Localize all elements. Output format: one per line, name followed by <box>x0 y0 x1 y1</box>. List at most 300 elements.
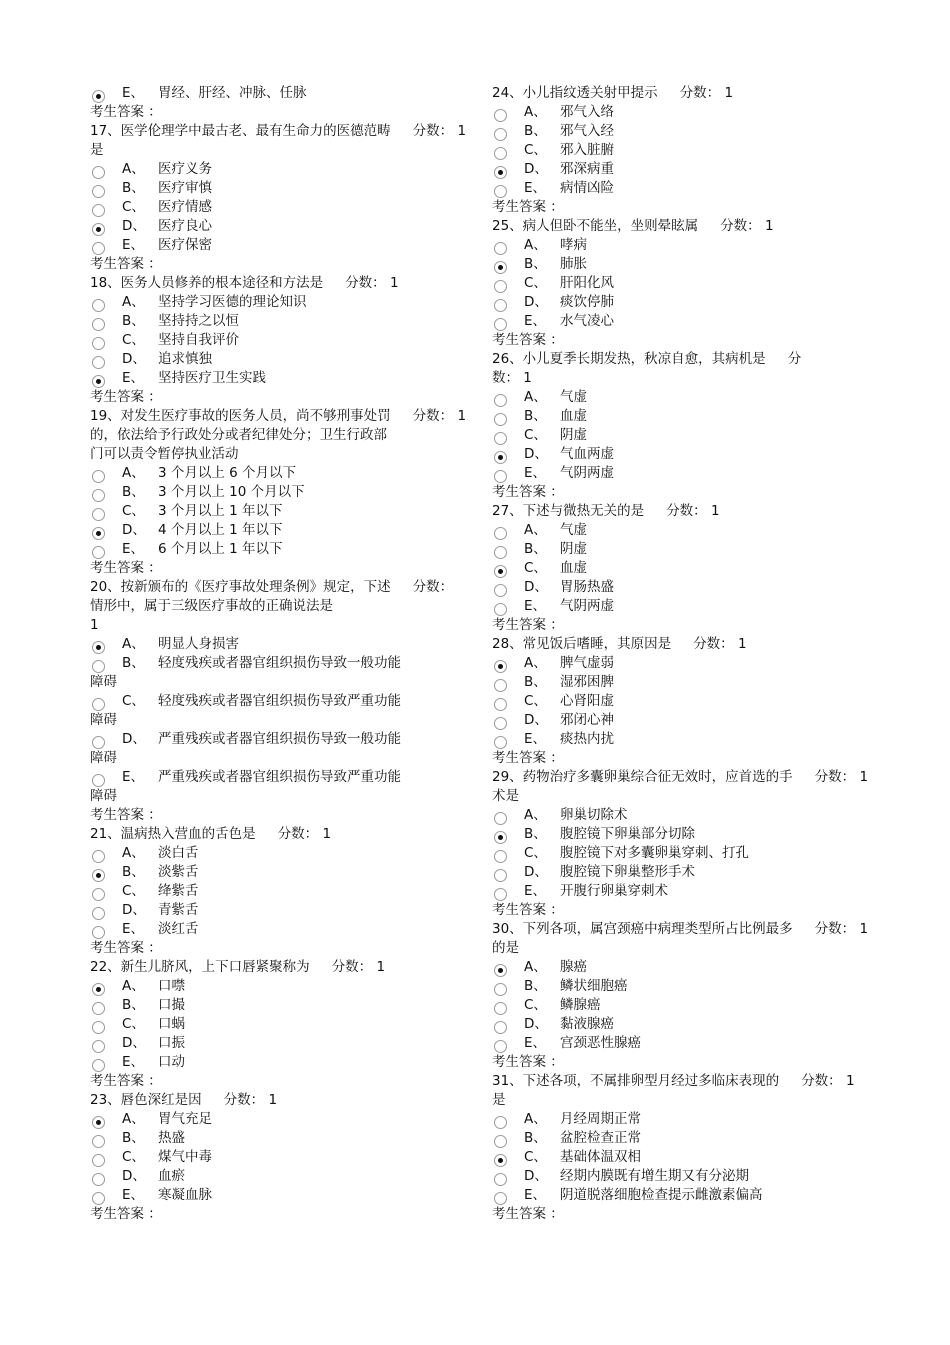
answer-option[interactable] <box>492 863 862 882</box>
radio-button[interactable] <box>494 261 507 274</box>
radio-button[interactable] <box>494 1040 507 1053</box>
answer-option[interactable] <box>90 540 450 559</box>
option-letter: C、 <box>122 503 145 519</box>
question-stem-text: 23、唇色深红是因 <box>90 1092 202 1108</box>
option-letter: E、 <box>122 769 145 785</box>
answer-option[interactable] <box>90 730 450 749</box>
option-text: 痰热内扰 <box>560 731 614 747</box>
answer-option[interactable] <box>492 559 862 578</box>
option-text: 医疗审慎 <box>158 180 212 196</box>
option-text: 3 个月以上 6 个月以下 <box>158 465 297 481</box>
answer-option[interactable] <box>492 673 862 692</box>
radio-button[interactable] <box>92 470 105 483</box>
radio-button[interactable] <box>494 812 507 825</box>
option-text: 腹腔镜下卵巢整形手术 <box>560 864 695 880</box>
option-letter: A、 <box>122 465 145 481</box>
option-letter: B、 <box>524 1130 547 1146</box>
question-stem <box>492 217 862 236</box>
answer-option[interactable] <box>492 1167 862 1186</box>
radio-button[interactable] <box>92 356 105 369</box>
question-score: 分数： 1 <box>223 1092 278 1108</box>
option-text: 3 个月以上 10 个月以下 <box>158 484 305 500</box>
answer-option[interactable] <box>492 958 862 977</box>
answer-option[interactable] <box>492 692 862 711</box>
option-letter: A、 <box>122 1111 145 1127</box>
option-letter: B、 <box>524 408 547 424</box>
answer-option[interactable] <box>492 426 862 445</box>
question-stem-text: 数： 1 <box>492 370 532 386</box>
radio-button[interactable] <box>494 1021 507 1034</box>
radio-button[interactable] <box>92 1021 105 1034</box>
option-text: 坚持持之以恒 <box>158 313 239 329</box>
radio-button[interactable] <box>92 90 105 103</box>
radio-button[interactable] <box>494 451 507 464</box>
answer-option[interactable] <box>492 996 862 1015</box>
option-letter: D、 <box>524 864 548 880</box>
answer-option[interactable] <box>90 768 450 787</box>
radio-button[interactable] <box>494 736 507 749</box>
option-text: 腹腔镜下对多囊卵巢穿刺、打孔 <box>560 845 749 861</box>
answer-option[interactable] <box>492 540 862 559</box>
radio-button[interactable] <box>494 603 507 616</box>
radio-button[interactable] <box>494 660 507 673</box>
question-stem <box>492 369 862 388</box>
question-score: 分数： 1 <box>277 826 332 842</box>
answer-option[interactable] <box>90 654 450 673</box>
option-text: 绛紫舌 <box>158 883 199 899</box>
option-letter: A、 <box>122 978 145 994</box>
answer-option[interactable] <box>492 312 862 331</box>
option-list <box>492 388 862 483</box>
examinee-answer-label: 考生答案 ： <box>90 560 162 576</box>
option-text: 盆腔检查正常 <box>560 1130 641 1146</box>
radio-button[interactable] <box>494 1173 507 1186</box>
option-letter: D、 <box>122 218 146 234</box>
option-letter: A、 <box>524 1111 547 1127</box>
answer-option[interactable] <box>492 1034 862 1053</box>
examinee-answer-label: 考生答案 ： <box>90 104 162 120</box>
option-list <box>492 958 862 1053</box>
question-block <box>90 825 450 958</box>
radio-button[interactable] <box>494 185 507 198</box>
radio-button[interactable] <box>92 1116 105 1129</box>
radio-button[interactable] <box>494 470 507 483</box>
answer-option[interactable] <box>90 1167 450 1186</box>
answer-option[interactable] <box>492 293 862 312</box>
option-letter: B、 <box>122 997 145 1013</box>
answer-option[interactable] <box>492 464 862 483</box>
option-text: 胃气充足 <box>158 1111 212 1127</box>
option-text: 基础体温双相 <box>560 1149 641 1165</box>
answer-option[interactable] <box>492 806 862 825</box>
answer-option[interactable] <box>90 1129 450 1148</box>
option-text: 邪深病重 <box>560 161 614 177</box>
option-text: 月经周期正常 <box>560 1111 641 1127</box>
option-text: 严重残疾或者器官组织损伤导致一般功能 <box>158 731 401 747</box>
radio-button[interactable] <box>92 926 105 939</box>
radio-button[interactable] <box>494 128 507 141</box>
answer-option[interactable] <box>90 901 450 920</box>
option-text: 病情凶险 <box>560 180 614 196</box>
answer-option[interactable] <box>90 996 450 1015</box>
option-text: 气虚 <box>560 522 587 538</box>
radio-button[interactable] <box>92 869 105 882</box>
radio-button[interactable] <box>494 546 507 559</box>
option-text: 开腹行卵巢穿刺术 <box>560 883 668 899</box>
answer-option[interactable] <box>90 1015 450 1034</box>
answer-option[interactable] <box>90 521 450 540</box>
radio-button[interactable] <box>494 888 507 901</box>
question-stem-text: 20、按新颁布的《医疗事故处理条例》规定，下述 <box>90 579 391 595</box>
option-letter: B、 <box>122 484 145 500</box>
radio-button[interactable] <box>92 983 105 996</box>
option-letter: C、 <box>524 275 547 291</box>
question-stem <box>90 578 454 597</box>
question-stem <box>492 1091 862 1110</box>
option-text: 明显人身损害 <box>158 636 239 652</box>
examinee-answer-label: 考生答案 ： <box>492 1206 564 1222</box>
option-list <box>492 1110 862 1205</box>
radio-button[interactable] <box>92 1059 105 1072</box>
radio-button[interactable] <box>92 204 105 217</box>
question-score: 分数： 1 <box>345 275 399 291</box>
option-letter: E、 <box>524 883 547 899</box>
radio-button[interactable] <box>494 242 507 255</box>
answer-option[interactable] <box>90 369 450 388</box>
answer-option[interactable] <box>90 483 450 502</box>
radio-button[interactable] <box>494 527 507 540</box>
radio-button[interactable] <box>494 565 507 578</box>
answer-option[interactable] <box>492 654 862 673</box>
radio-button[interactable] <box>494 831 507 844</box>
radio-button[interactable] <box>494 299 507 312</box>
answer-option[interactable] <box>492 122 862 141</box>
answer-option[interactable] <box>90 331 450 350</box>
option-text: 腹腔镜下卵巢部分切除 <box>560 826 695 842</box>
option-text-continued: 障碍 <box>90 750 117 766</box>
question-block <box>90 578 454 825</box>
radio-button[interactable] <box>494 850 507 863</box>
radio-button[interactable] <box>494 679 507 692</box>
answer-option[interactable] <box>492 711 862 730</box>
examinee-answer-label: 考生答案 ： <box>492 617 564 633</box>
option-list <box>90 635 450 806</box>
radio-button[interactable] <box>494 964 507 977</box>
question-stem-text: 的，依法给予行政处分或者纪律处分；卫生行政部 <box>90 427 387 443</box>
option-text: 医疗情感 <box>158 199 212 215</box>
question-stem <box>492 502 862 521</box>
question-stem-text: 是 <box>90 142 104 158</box>
radio-button[interactable] <box>92 1002 105 1015</box>
answer-option[interactable] <box>492 730 862 749</box>
question-stem <box>90 141 450 160</box>
question-stem-text: 31、下述各项，不属排卵型月经过多临床表现的 <box>492 1073 780 1089</box>
radio-button[interactable] <box>92 1135 105 1148</box>
answer-option[interactable] <box>90 844 450 863</box>
answer-option[interactable] <box>90 635 450 654</box>
radio-button[interactable] <box>494 166 507 179</box>
option-letter: A、 <box>122 636 145 652</box>
radio-button[interactable] <box>92 337 105 350</box>
option-letter: A、 <box>524 389 547 405</box>
radio-button[interactable] <box>92 508 105 521</box>
question-stem-text: 1 <box>90 617 99 633</box>
answer-option[interactable] <box>492 1129 862 1148</box>
option-letter: E、 <box>122 1054 145 1070</box>
question-stem-text: 19、对发生医疗事故的医务人员，尚不够刑事处罚 <box>90 408 391 424</box>
radio-button[interactable] <box>494 1192 507 1205</box>
option-text: 医疗保密 <box>158 237 212 253</box>
option-letter: A、 <box>524 959 547 975</box>
option-text: 轻度残疾或者器官组织损伤导致严重功能 <box>158 693 401 709</box>
radio-button[interactable] <box>92 660 105 673</box>
radio-button[interactable] <box>92 527 105 540</box>
answer-option[interactable] <box>492 597 862 616</box>
radio-button[interactable] <box>494 280 507 293</box>
option-text: 痰饮停肺 <box>560 294 614 310</box>
radio-button[interactable] <box>92 888 105 901</box>
question-stem <box>492 350 862 369</box>
option-text: 淡红舌 <box>158 921 199 937</box>
answer-option[interactable] <box>90 312 450 331</box>
answer-option[interactable] <box>90 977 450 996</box>
radio-button[interactable] <box>92 698 105 711</box>
option-letter: A、 <box>524 104 547 120</box>
radio-button[interactable] <box>92 1154 105 1167</box>
question-block <box>492 768 869 920</box>
option-text: 4 个月以上 1 年以下 <box>158 522 283 538</box>
answer-option[interactable] <box>90 1034 450 1053</box>
question-block <box>492 920 869 1072</box>
answer-option[interactable] <box>492 141 862 160</box>
answer-option[interactable] <box>90 293 450 312</box>
answer-option[interactable] <box>492 844 862 863</box>
option-letter: B、 <box>122 313 145 329</box>
answer-option[interactable] <box>492 578 862 597</box>
option-letter: D、 <box>524 579 548 595</box>
option-list <box>492 103 862 198</box>
option-letter: E、 <box>122 541 145 557</box>
question-stem <box>492 787 862 806</box>
answer-option[interactable] <box>90 464 450 483</box>
radio-button[interactable] <box>92 242 105 255</box>
option-letter: E、 <box>524 731 547 747</box>
option-letter: C、 <box>122 883 145 899</box>
answer-option[interactable] <box>90 160 450 179</box>
answer-option[interactable] <box>90 236 450 255</box>
radio-button[interactable] <box>494 869 507 882</box>
question-stem-text: 术是 <box>492 788 519 804</box>
option-text: 严重残疾或者器官组织损伤导致严重功能 <box>158 769 401 785</box>
radio-button[interactable] <box>92 1192 105 1205</box>
radio-button[interactable] <box>92 166 105 179</box>
answer-option[interactable] <box>90 179 450 198</box>
radio-button[interactable] <box>494 318 507 331</box>
radio-button[interactable] <box>92 375 105 388</box>
answer-option[interactable] <box>90 1186 450 1205</box>
radio-button[interactable] <box>494 1154 507 1167</box>
question-block <box>492 350 862 502</box>
option-text: 经期内膜既有增生期又有分泌期 <box>560 1168 749 1184</box>
answer-option[interactable] <box>90 882 450 901</box>
answer-option[interactable] <box>492 521 862 540</box>
answer-option[interactable] <box>492 274 862 293</box>
question-stem-text: 门可以责令暂停执业活动 <box>90 446 239 462</box>
question-stem <box>492 939 862 958</box>
option-text: 医疗良心 <box>158 218 212 234</box>
answer-option[interactable] <box>90 84 450 103</box>
radio-button[interactable] <box>494 983 507 996</box>
answer-option[interactable] <box>492 103 862 122</box>
option-letter: B、 <box>122 655 145 671</box>
answer-option[interactable] <box>492 1110 862 1129</box>
radio-button[interactable] <box>494 1135 507 1148</box>
option-text: 气血两虚 <box>560 446 614 462</box>
option-letter: B、 <box>524 978 547 994</box>
examinee-answer-label: 考生答案 ： <box>492 332 564 348</box>
answer-option[interactable] <box>90 692 450 711</box>
radio-button[interactable] <box>494 109 507 122</box>
question-stem <box>90 274 450 293</box>
examinee-answer-label: 考生答案 ： <box>90 807 162 823</box>
radio-button[interactable] <box>92 907 105 920</box>
answer-option[interactable] <box>90 1148 450 1167</box>
radio-button[interactable] <box>92 850 105 863</box>
option-letter: C、 <box>524 142 547 158</box>
option-text: 口动 <box>158 1054 185 1070</box>
answer-option[interactable] <box>492 255 862 274</box>
option-letter: C、 <box>122 199 145 215</box>
option-text: 邪闭心神 <box>560 712 614 728</box>
answer-option[interactable] <box>90 198 450 217</box>
radio-button[interactable] <box>92 489 105 502</box>
question-stem-text: 18、医务人员修养的根本途径和方法是 <box>90 275 324 291</box>
answer-option[interactable] <box>492 1148 862 1167</box>
option-letter: D、 <box>524 1016 548 1032</box>
radio-button[interactable] <box>92 1040 105 1053</box>
answer-option[interactable] <box>492 882 862 901</box>
radio-button[interactable] <box>494 698 507 711</box>
examinee-answer-label: 考生答案 ： <box>90 389 162 405</box>
radio-button[interactable] <box>92 223 105 236</box>
answer-option[interactable] <box>90 1110 450 1129</box>
option-text: 口噤 <box>158 978 185 994</box>
radio-button[interactable] <box>494 717 507 730</box>
question-stem-text: 30、下列各项，属宫颈癌中病理类型所占比例最多 <box>492 921 793 937</box>
radio-button[interactable] <box>494 147 507 160</box>
radio-button[interactable] <box>92 318 105 331</box>
question-stem-text: 25、病人但卧不能坐，坐则晕眩属 <box>492 218 699 234</box>
option-text: 胃经、肝经、冲脉、任脉 <box>158 85 307 101</box>
radio-button[interactable] <box>494 394 507 407</box>
option-text: 胃肠热盛 <box>560 579 614 595</box>
question-stem <box>492 768 869 787</box>
radio-button[interactable] <box>92 736 105 749</box>
examinee-answer-label: 考生答案 ： <box>492 484 564 500</box>
answer-option[interactable] <box>90 502 450 521</box>
radio-button[interactable] <box>92 1173 105 1186</box>
radio-button[interactable] <box>494 1116 507 1129</box>
question-score: 分数： 1 <box>693 636 747 652</box>
option-list <box>492 521 862 616</box>
answer-option[interactable] <box>492 388 862 407</box>
question-block <box>492 502 862 635</box>
option-text: 血虚 <box>560 408 587 424</box>
right-column <box>492 84 869 1224</box>
option-text: 坚持学习医德的理论知识 <box>158 294 307 310</box>
option-text: 寒凝血脉 <box>158 1187 212 1203</box>
examinee-answer-label: 考生答案 ： <box>492 902 564 918</box>
option-letter: B、 <box>524 674 547 690</box>
option-text: 黏液腺癌 <box>560 1016 614 1032</box>
question-stem-text: 情形中，属于三级医疗事故的正确说法是 <box>90 598 333 614</box>
radio-button[interactable] <box>92 641 105 654</box>
radio-button[interactable] <box>494 584 507 597</box>
question-block <box>90 407 467 578</box>
question-score: 分数： <box>412 579 454 595</box>
radio-button[interactable] <box>494 432 507 445</box>
answer-option[interactable] <box>90 350 450 369</box>
answer-option[interactable] <box>492 160 862 179</box>
option-letter: C、 <box>122 693 145 709</box>
question-stem-text: 是 <box>492 1092 506 1108</box>
question-stem <box>492 1072 862 1091</box>
option-text: 口蜗 <box>158 1016 185 1032</box>
question-stem <box>90 426 450 445</box>
option-letter: C、 <box>524 1149 547 1165</box>
option-letter: E、 <box>524 180 547 196</box>
radio-button[interactable] <box>494 1002 507 1015</box>
option-letter: D、 <box>122 522 146 538</box>
radio-button[interactable] <box>92 774 105 787</box>
option-text-continued: 障碍 <box>90 712 117 728</box>
question-stem <box>90 958 450 977</box>
radio-button[interactable] <box>92 185 105 198</box>
option-letter: E、 <box>524 313 547 329</box>
radio-button[interactable] <box>92 546 105 559</box>
option-letter: A、 <box>524 522 547 538</box>
answer-option[interactable] <box>90 863 450 882</box>
option-letter: C、 <box>122 332 145 348</box>
answer-option[interactable] <box>492 407 862 426</box>
question-stem <box>90 445 450 464</box>
answer-option[interactable] <box>492 1015 862 1034</box>
option-letter: A、 <box>122 294 145 310</box>
answer-option[interactable] <box>492 1186 862 1205</box>
option-letter: D、 <box>524 1168 548 1184</box>
question-stem <box>90 597 450 616</box>
answer-option[interactable] <box>492 977 862 996</box>
question-score: 分数： 1 <box>412 408 467 424</box>
answer-option[interactable] <box>492 179 862 198</box>
option-text: 卵巢切除术 <box>560 807 628 823</box>
radio-button[interactable] <box>494 413 507 426</box>
answer-option[interactable] <box>90 217 450 236</box>
answer-option[interactable] <box>492 825 862 844</box>
answer-option[interactable] <box>90 1053 450 1072</box>
question-score: 分数： 1 <box>331 959 386 975</box>
answer-option[interactable] <box>492 445 862 464</box>
question-score: 分数： 1 <box>801 1073 855 1089</box>
option-letter: D、 <box>122 902 146 918</box>
question-block <box>492 635 862 768</box>
option-letter: E、 <box>122 85 145 101</box>
answer-option[interactable] <box>492 236 862 255</box>
option-list <box>492 654 862 749</box>
option-list <box>90 977 450 1072</box>
radio-button[interactable] <box>92 299 105 312</box>
answer-option[interactable] <box>90 920 450 939</box>
